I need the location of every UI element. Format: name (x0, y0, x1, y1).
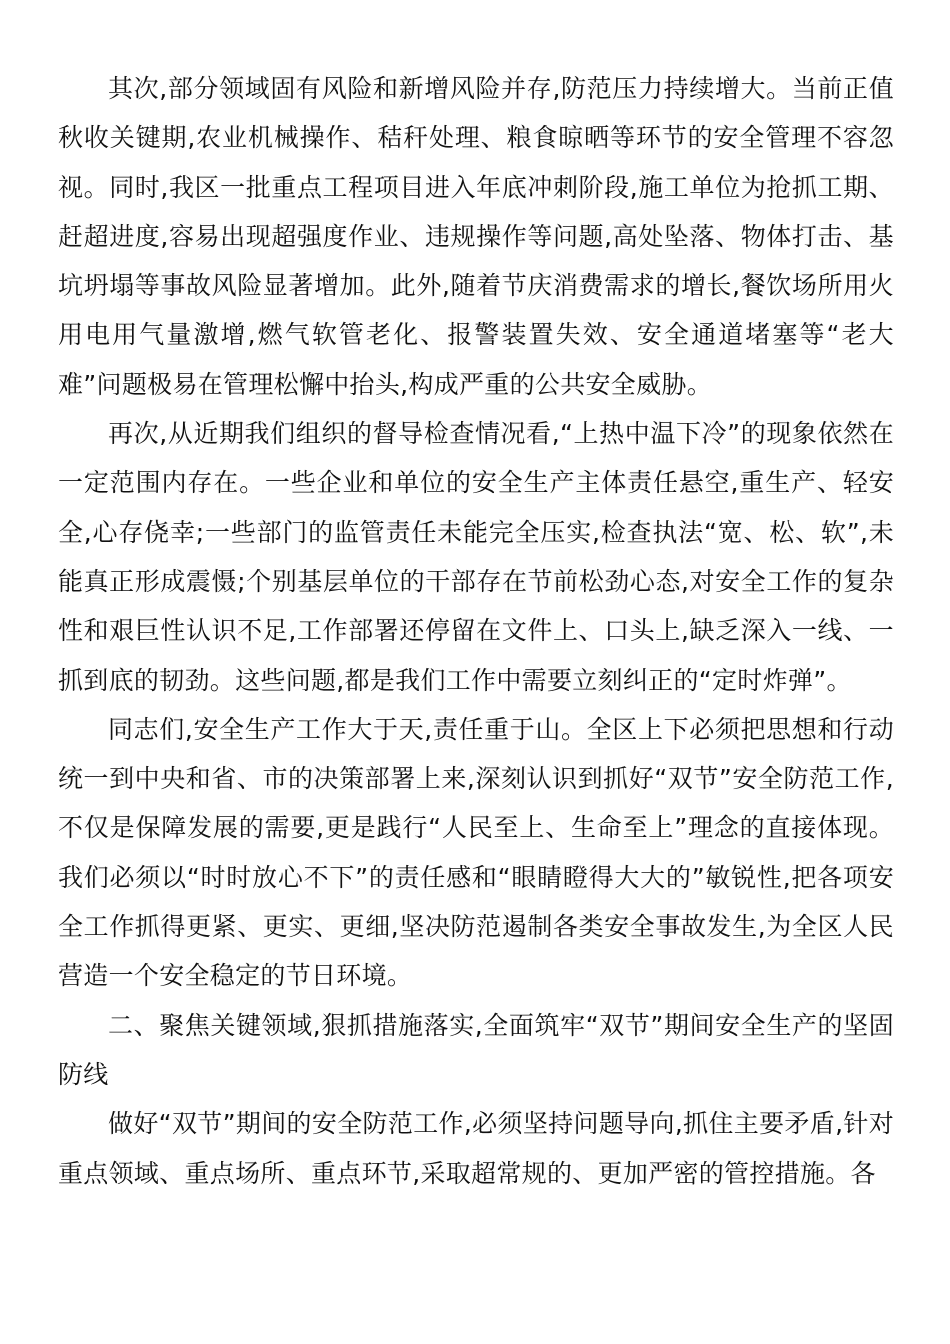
paragraph-inspection: 再次,从近期我们组织的督导检查情况看,“上热中温下冷”的现象依然在一定范围内存在。一些企业和单位的安全生产主体责任悬空,重生产、轻安全,心存侥幸;一些部门的监管责任未能完全压实,检查执法“宽、松、软”,未能真正形成震慑;个别基层单位的干部存在节前松劲心态,对安全工作的复杂性和艰巨性认识不足,工作部署还停留在文件上、口头上,缺乏深入一线、一抓到底的韧劲。这些问题,都是我们工作中需要立刻纠正的“定时炸弹”。 (58, 419, 895, 695)
paragraph-risks: 其次,部分领域固有风险和新增风险并存,防范压力持续增大。当前正值秋收关键期,农业机械操作、秸秆处理、粮食晾晒等环节的安全管理不容忽视。同时,我区一批重点工程项目进入年底冲刺阶段,施工单位为抢抓工期、赶超进度,容易出现超强度作业、违规操作等问题,高处坠落、物体打击、基坑坍塌等事故风险显著增加。此外,随着节庆消费需求的增长,餐饮场所用火用电用气量激增,燃气软管老化、报警装置失效、安全通道堵塞等“老大难”问题极易在管理松懈中抬头,构成严重的公共安全威胁。 (58, 74, 894, 399)
paragraph-responsibility: 同志们,安全生产工作大于天,责任重于山。全区上下必须把思想和行动统一到中央和省、市的决策部署上来,深刻认识到抓好“双节”安全防范工作,不仅是保障发展的需要,更是践行“人民至上、生命至上”理念的直接体现。我们必须以“时时放心不下”的责任感和“眼睛瞪得大大的”敏锐性,把各项安全工作抓得更紧、更实、更细,坚决防范遏制各类安全事故发生,为全区人民营造一个安全稳定的节日环境。 (58, 714, 894, 991)
paragraph-measures: 做好“双节”期间的安全防范工作,必须坚持问题导向,抓住主要矛盾,针对重点领域、重点场所、重点环节,采取超常规的、更加严密的管控措施。各 (58, 1109, 894, 1188)
document-body (58, 64, 894, 1198)
section-heading: 二、聚焦关键领域,狠抓措施落实,全面筑牢“双节”期间安全生产的坚固防线 (58, 1010, 894, 1089)
